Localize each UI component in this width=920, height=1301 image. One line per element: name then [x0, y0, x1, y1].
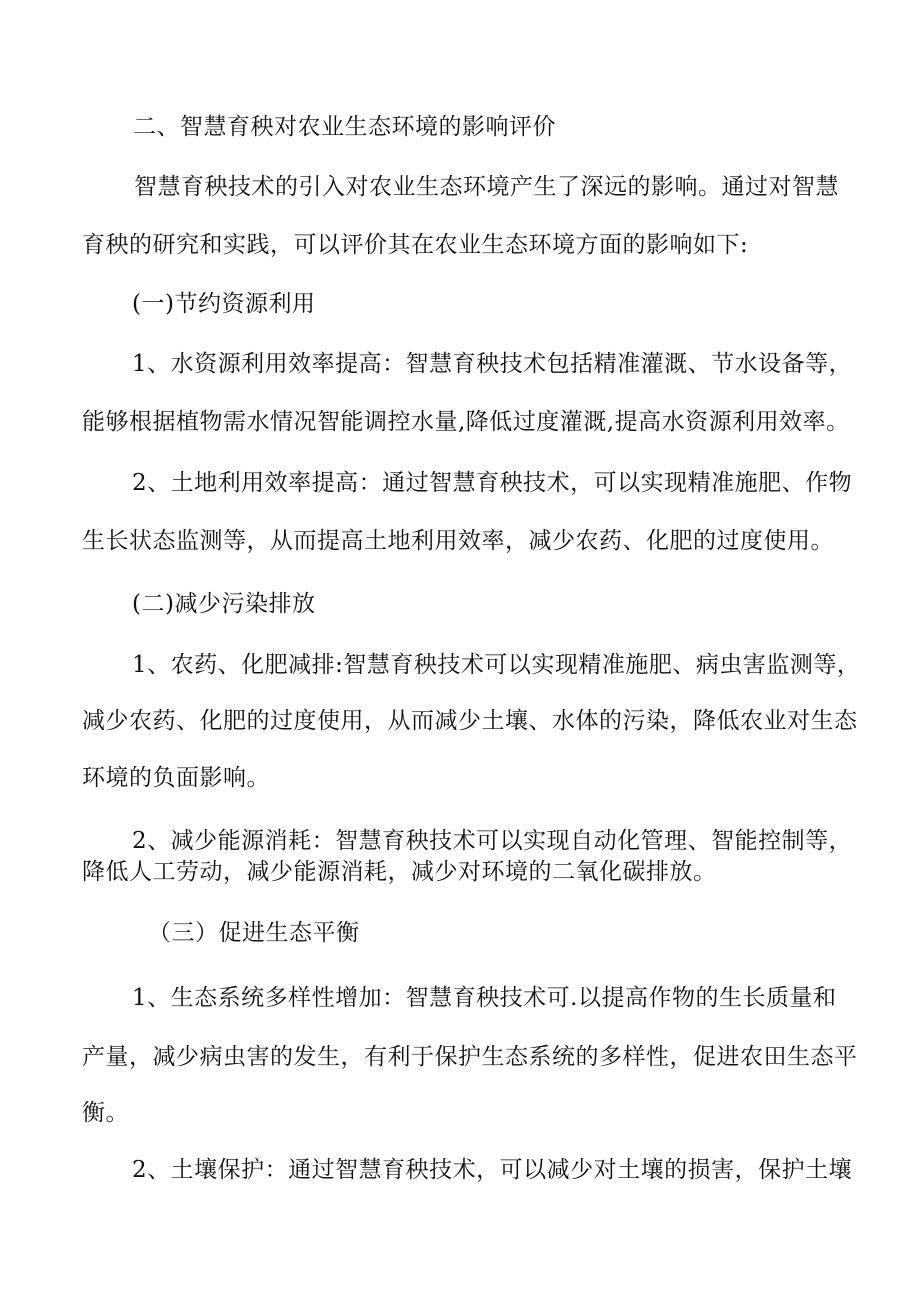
sub1-item2-line-2: 生长状态监测等，从而提高土地利用效率，减少农药、化肥的过度使用。 — [82, 528, 834, 554]
sub2-item1-line-2: 减少农药、化肥的过度使用，从而减少土壤、水体的污染，降低农业对生态 — [82, 708, 858, 734]
sub2-item1-line-3: 环境的负面影响。 — [82, 765, 270, 791]
sub2-item2-line-2: 降低人工劳动，减少能源消耗，减少对环境的二氧化碳排放。 — [82, 859, 717, 885]
subheading-2: (二)减少污染排放 — [132, 591, 316, 617]
sub3-item1-line-1: 1、生态系统多样性增加：智慧育秧技术可.以提高作物的生长质量和 — [132, 985, 837, 1011]
subheading-3: （三）促进生态平衡 — [148, 920, 360, 946]
subheading-1: (一)节约资源利用 — [132, 291, 316, 317]
sub3-item1-line-2: 产量，减少病虫害的发生，有利于保护生态系统的多样性，促进农田生态平 — [82, 1044, 858, 1070]
sub1-item2-line-1: 2、土地利用效率提高：通过智慧育秧技术，可以实现精准施肥、作物 — [132, 470, 853, 496]
sub1-item1-line-2: 能够根据植物需水情况智能调控水量,降低过度灌溉,提高水资源利用效率。 — [82, 409, 850, 435]
sub2-item2-line-1: 2、减少能源消耗：智慧育秧技术可以实现自动化管理、智能控制等， — [132, 828, 853, 854]
sub3-item2-line-1: 2、土壤保护：通过智慧育秧技术，可以减少对土壤的损害，保护土壤 — [132, 1157, 853, 1183]
sub3-item1-line-3: 衡。 — [82, 1100, 129, 1126]
sub1-item1-line-1: 1、水资源利用效率提高：智慧育秧技术包括精准灌溉、节水设备等， — [132, 351, 853, 377]
section-title: 二、智慧育秧对农业生态环境的影响评价 — [133, 114, 556, 140]
intro-line-1: 智慧育秧技术的引入对农业生态环境产生了深远的影响。通过对智慧 — [134, 174, 839, 200]
intro-line-2: 育秧的研究和实践，可以评价其在农业生态环境方面的影响如下: — [82, 232, 749, 258]
sub2-item1-line-1: 1、农药、化肥减排:智慧育秧技术可以实现精准施肥、病虫害监测等， — [132, 652, 861, 678]
